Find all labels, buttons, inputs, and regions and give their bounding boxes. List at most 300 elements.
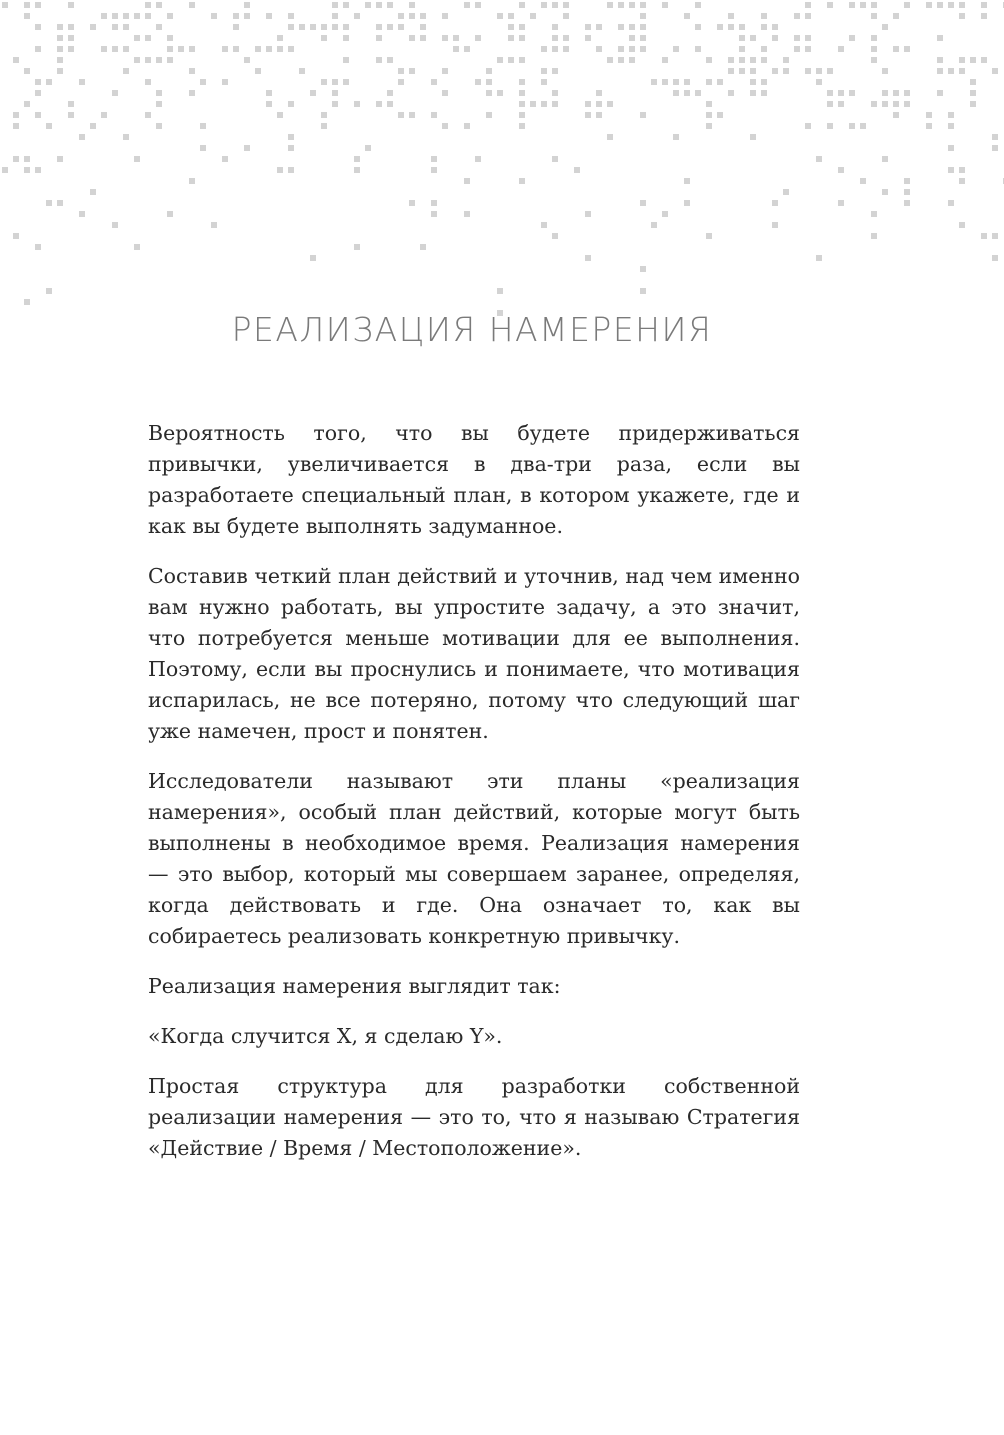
pattern-dot (442, 35, 448, 41)
pattern-dot (431, 112, 437, 118)
pattern-dot (552, 101, 558, 107)
pattern-dot (783, 68, 789, 74)
pattern-dot (706, 233, 712, 239)
pattern-dot (475, 79, 481, 85)
pattern-dot (772, 24, 778, 30)
pattern-dot (706, 101, 712, 107)
pattern-dot (244, 57, 250, 63)
pattern-dot (640, 2, 646, 8)
pattern-dot (937, 57, 943, 63)
pattern-dot (849, 123, 855, 129)
pattern-dot (376, 35, 382, 41)
pattern-dot (24, 101, 30, 107)
pattern-dot (398, 24, 404, 30)
pattern-dot (189, 90, 195, 96)
decorative-dot-pattern (0, 0, 1004, 340)
pattern-dot (519, 101, 525, 107)
pattern-dot (13, 156, 19, 162)
pattern-dot (46, 79, 52, 85)
pattern-dot (343, 57, 349, 63)
pattern-dot (618, 46, 624, 52)
page-title: РЕАЛИЗАЦИЯ НАМЕРЕНИЯ (231, 310, 713, 349)
pattern-dot (882, 156, 888, 162)
pattern-dot (354, 101, 360, 107)
pattern-dot (882, 189, 888, 195)
pattern-dot (519, 90, 525, 96)
pattern-dot (805, 35, 811, 41)
pattern-dot (255, 46, 261, 52)
pattern-dot (13, 57, 19, 63)
pattern-dot (585, 24, 591, 30)
pattern-dot (123, 134, 129, 140)
pattern-dot (871, 13, 877, 19)
pattern-dot (695, 2, 701, 8)
pattern-dot (343, 2, 349, 8)
pattern-dot (13, 123, 19, 129)
pattern-dot (728, 24, 734, 30)
pattern-dot (189, 178, 195, 184)
pattern-dot (552, 35, 558, 41)
pattern-dot (827, 101, 833, 107)
pattern-dot (134, 13, 140, 19)
pattern-dot (772, 200, 778, 206)
pattern-dot (629, 46, 635, 52)
pattern-dot (959, 68, 965, 74)
pattern-dot (288, 167, 294, 173)
pattern-dot (563, 46, 569, 52)
pattern-dot (277, 35, 283, 41)
pattern-dot (959, 178, 965, 184)
pattern-dot (332, 2, 338, 8)
pattern-dot (211, 13, 217, 19)
pattern-dot (871, 2, 877, 8)
pattern-dot (541, 101, 547, 107)
pattern-dot (684, 13, 690, 19)
pattern-dot (640, 200, 646, 206)
pattern-dot (882, 90, 888, 96)
pattern-dot (948, 167, 954, 173)
pattern-dot (376, 24, 382, 30)
pattern-dot (376, 101, 382, 107)
pattern-dot (68, 112, 74, 118)
pattern-dot (266, 46, 272, 52)
pattern-dot (35, 244, 41, 250)
pattern-dot (68, 101, 74, 107)
pattern-dot (321, 123, 327, 129)
paragraph-5: «Когда случится X, я сделаю Y». (148, 1024, 503, 1048)
pattern-dot (640, 266, 646, 272)
pattern-dot (354, 167, 360, 173)
pattern-dot (464, 211, 470, 217)
pattern-dot (156, 24, 162, 30)
pattern-dot (68, 35, 74, 41)
pattern-dot (728, 68, 734, 74)
pattern-dot (288, 145, 294, 151)
pattern-dot (266, 13, 272, 19)
pattern-dot (596, 112, 602, 118)
pattern-dot (288, 101, 294, 107)
pattern-dot (2, 167, 8, 173)
pattern-dot (79, 211, 85, 217)
pattern-dot (959, 57, 965, 63)
pattern-dot (68, 2, 74, 8)
pattern-dot (717, 79, 723, 85)
pattern-dot (684, 200, 690, 206)
pattern-dot (662, 79, 668, 85)
pattern-dot (497, 57, 503, 63)
pattern-dot (486, 112, 492, 118)
pattern-dot (948, 145, 954, 151)
pattern-dot (596, 24, 602, 30)
pattern-dot (46, 288, 52, 294)
pattern-dot (211, 222, 217, 228)
pattern-dot (222, 46, 228, 52)
pattern-dot (453, 35, 459, 41)
pattern-dot (761, 57, 767, 63)
pattern-dot (728, 57, 734, 63)
pattern-dot (365, 2, 371, 8)
pattern-dot (937, 68, 943, 74)
pattern-dot (530, 13, 536, 19)
pattern-dot (464, 178, 470, 184)
pattern-dot (2, 2, 8, 8)
pattern-dot (882, 101, 888, 107)
pattern-dot (321, 79, 327, 85)
pattern-dot (244, 13, 250, 19)
paragraph-6: Простая структура для разработки собственной реализации намерения — это то, что я называю Стратегия «Действие / Время / Местоположение». (148, 1074, 800, 1160)
pattern-dot (552, 68, 558, 74)
pattern-dot (464, 2, 470, 8)
pattern-dot (629, 2, 635, 8)
pattern-dot (706, 112, 712, 118)
pattern-dot (431, 167, 437, 173)
pattern-dot (156, 57, 162, 63)
pattern-dot (948, 112, 954, 118)
pattern-dot (486, 90, 492, 96)
pattern-dot (167, 46, 173, 52)
pattern-dot (79, 79, 85, 85)
pattern-dot (189, 2, 195, 8)
pattern-dot (794, 35, 800, 41)
pattern-dot (486, 79, 492, 85)
pattern-dot (431, 211, 437, 217)
pattern-dot (277, 46, 283, 52)
pattern-dot (57, 24, 63, 30)
pattern-dot (673, 79, 679, 85)
pattern-dot (904, 46, 910, 52)
pattern-dot (57, 200, 63, 206)
pattern-dot (673, 46, 679, 52)
pattern-dot (618, 2, 624, 8)
pattern-dot (288, 13, 294, 19)
pattern-dot (838, 90, 844, 96)
pattern-dot (123, 13, 129, 19)
pattern-dot (717, 24, 723, 30)
pattern-dot (805, 2, 811, 8)
pattern-dot (761, 24, 767, 30)
pattern-dot (134, 35, 140, 41)
pattern-dot (838, 200, 844, 206)
pattern-dot (123, 68, 129, 74)
pattern-dot (310, 255, 316, 261)
pattern-dot (79, 134, 85, 140)
pattern-dot (442, 13, 448, 19)
pattern-dot (420, 13, 426, 19)
pattern-dot (156, 101, 162, 107)
pattern-dot (739, 35, 745, 41)
pattern-dot (904, 178, 910, 184)
pattern-dot (24, 156, 30, 162)
pattern-dot (519, 79, 525, 85)
pattern-dot (35, 112, 41, 118)
pattern-dot (343, 35, 349, 41)
pattern-dot (992, 255, 998, 261)
pattern-dot (563, 13, 569, 19)
pattern-dot (541, 46, 547, 52)
pattern-dot (35, 90, 41, 96)
pattern-dot (992, 233, 998, 239)
pattern-dot (431, 156, 437, 162)
pattern-dot (651, 79, 657, 85)
pattern-dot (35, 79, 41, 85)
pattern-dot (156, 2, 162, 8)
pattern-dot (607, 57, 613, 63)
pattern-dot (805, 68, 811, 74)
pattern-dot (959, 2, 965, 8)
paragraph-3: Исследователи называют эти планы «реализация намерения», особый план действий, которые могут быть выполнены в необходимое время. Реализация намерения — это выбор, который мы совершаем заранее, определяя, когда действовать и где. Она означает то, как вы собираетесь реализовать конкретную привычку. (148, 769, 800, 948)
pattern-dot (640, 35, 646, 41)
pattern-dot (596, 101, 602, 107)
pattern-dot (750, 35, 756, 41)
pattern-dot (849, 35, 855, 41)
pattern-dot (585, 255, 591, 261)
pattern-dot (68, 46, 74, 52)
pattern-dot (651, 222, 657, 228)
pattern-dot (442, 90, 448, 96)
pattern-dot (937, 90, 943, 96)
pattern-dot (310, 24, 316, 30)
pattern-dot (112, 222, 118, 228)
pattern-dot (376, 57, 382, 63)
pattern-dot (200, 79, 206, 85)
pattern-dot (398, 68, 404, 74)
pattern-dot (420, 244, 426, 250)
pattern-dot (332, 90, 338, 96)
pattern-dot (783, 57, 789, 63)
pattern-dot (849, 2, 855, 8)
pattern-dot (948, 123, 954, 129)
pattern-dot (288, 24, 294, 30)
pattern-dot (552, 46, 558, 52)
pattern-dot (871, 57, 877, 63)
pattern-dot (563, 2, 569, 8)
pattern-dot (541, 79, 547, 85)
pattern-dot (805, 46, 811, 52)
pattern-dot (189, 68, 195, 74)
pattern-dot (398, 13, 404, 19)
pattern-dot (816, 156, 822, 162)
pattern-dot (783, 189, 789, 195)
pattern-dot (838, 101, 844, 107)
pattern-dot (926, 112, 932, 118)
pattern-dot (233, 13, 239, 19)
pattern-dot (475, 156, 481, 162)
pattern-dot (519, 178, 525, 184)
pattern-dot (552, 90, 558, 96)
pattern-dot (200, 123, 206, 129)
pattern-dot (728, 13, 734, 19)
pattern-dot (871, 211, 877, 217)
pattern-dot (640, 112, 646, 118)
pattern-dot (145, 35, 151, 41)
pattern-dot (24, 299, 30, 305)
pattern-dot (332, 13, 338, 19)
pattern-dot (35, 46, 41, 52)
pattern-dot (189, 46, 195, 52)
pattern-dot (992, 145, 998, 151)
pattern-dot (123, 46, 129, 52)
pattern-dot (167, 57, 173, 63)
pattern-dot (376, 2, 382, 8)
paragraph-4: Реализация намерения выглядит так: (148, 974, 561, 998)
pattern-dot (431, 200, 437, 206)
pattern-dot (640, 46, 646, 52)
pattern-dot (970, 79, 976, 85)
pattern-dot (585, 112, 591, 118)
pattern-dot (409, 2, 415, 8)
pattern-dot (948, 68, 954, 74)
pattern-dot (178, 46, 184, 52)
pattern-dot (156, 123, 162, 129)
pattern-dot (343, 24, 349, 30)
pattern-dot (640, 13, 646, 19)
pattern-dot (101, 13, 107, 19)
pattern-dot (354, 244, 360, 250)
pattern-dot (761, 13, 767, 19)
pattern-dot (398, 112, 404, 118)
pattern-dot (57, 156, 63, 162)
pattern-dot (134, 244, 140, 250)
pattern-dot (321, 112, 327, 118)
pattern-dot (871, 35, 877, 41)
pattern-dot (805, 13, 811, 19)
pattern-dot (794, 13, 800, 19)
pattern-dot (827, 2, 833, 8)
pattern-dot (827, 123, 833, 129)
pattern-dot (904, 101, 910, 107)
pattern-dot (222, 156, 228, 162)
pattern-dot (101, 46, 107, 52)
pattern-dot (739, 24, 745, 30)
pattern-dot (497, 90, 503, 96)
pattern-dot (684, 79, 690, 85)
pattern-dot (739, 68, 745, 74)
pattern-dot (277, 112, 283, 118)
pattern-dot (552, 2, 558, 8)
pattern-dot (706, 57, 712, 63)
pattern-dot (354, 156, 360, 162)
pattern-dot (871, 233, 877, 239)
pattern-dot (893, 46, 899, 52)
pattern-dot (981, 2, 987, 8)
pattern-dot (959, 167, 965, 173)
pattern-dot (57, 68, 63, 74)
pattern-dot (607, 2, 613, 8)
pattern-dot (519, 2, 525, 8)
pattern-dot (409, 68, 415, 74)
pattern-dot (475, 35, 481, 41)
pattern-dot (35, 2, 41, 8)
pattern-dot (123, 24, 129, 30)
pattern-dot (508, 35, 514, 41)
pattern-dot (486, 68, 492, 74)
pattern-dot (838, 167, 844, 173)
pattern-dot (882, 24, 888, 30)
pattern-dot (431, 79, 437, 85)
pattern-dot (321, 24, 327, 30)
pattern-dot (145, 112, 151, 118)
pattern-dot (332, 101, 338, 107)
pattern-dot (35, 24, 41, 30)
pattern-dot (761, 79, 767, 85)
pattern-dot (420, 35, 426, 41)
pattern-dot (893, 112, 899, 118)
pattern-dot (13, 233, 19, 239)
pattern-dot (959, 13, 965, 19)
pattern-dot (222, 79, 228, 85)
pattern-dot (574, 167, 580, 173)
pattern-dot (277, 167, 283, 173)
pattern-dot (750, 79, 756, 85)
pattern-dot (101, 112, 107, 118)
pattern-dot (24, 2, 30, 8)
pattern-dot (706, 79, 712, 85)
pattern-dot (409, 13, 415, 19)
pattern-dot (948, 200, 954, 206)
pattern-dot (57, 57, 63, 63)
pattern-dot (134, 156, 140, 162)
pattern-dot (893, 90, 899, 96)
pattern-dot (13, 112, 19, 118)
pattern-dot (497, 288, 503, 294)
pattern-dot (827, 90, 833, 96)
pattern-dot (849, 90, 855, 96)
pattern-dot (288, 134, 294, 140)
pattern-dot (530, 101, 536, 107)
pattern-dot (464, 123, 470, 129)
pattern-dot (508, 13, 514, 19)
pattern-dot (519, 123, 525, 129)
pattern-dot (24, 68, 30, 74)
pattern-dot (838, 46, 844, 52)
pattern-dot (926, 123, 932, 129)
pattern-dot (332, 24, 338, 30)
pattern-dot (343, 79, 349, 85)
pattern-dot (475, 2, 481, 8)
pattern-dot (893, 101, 899, 107)
pattern-dot (893, 13, 899, 19)
pattern-dot (519, 112, 525, 118)
pattern-dot (640, 24, 646, 30)
pattern-dot (46, 123, 52, 129)
pattern-dot (387, 24, 393, 30)
pattern-dot (585, 101, 591, 107)
pattern-dot (24, 13, 30, 19)
pattern-dot (288, 46, 294, 52)
pattern-dot (970, 57, 976, 63)
pattern-dot (750, 134, 756, 140)
pattern-dot (145, 2, 151, 8)
